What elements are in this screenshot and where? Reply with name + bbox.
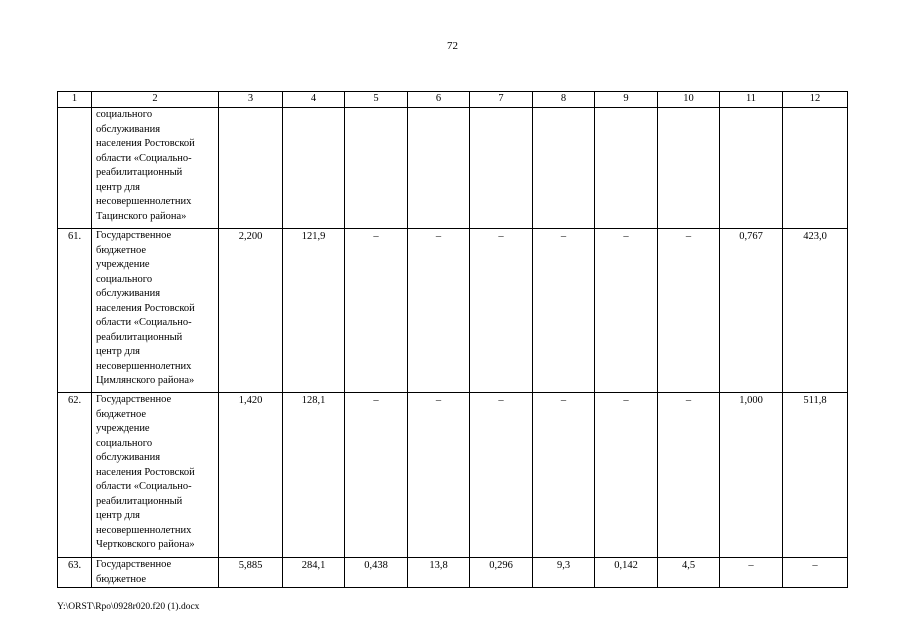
table-row	[58, 393, 848, 558]
cell-value: 5,885	[219, 558, 283, 588]
column-header: 4	[283, 92, 345, 108]
cell-value: 13,8	[408, 558, 470, 588]
cell-value	[345, 108, 408, 229]
cell-value: 2,200	[219, 229, 283, 393]
cell-value: 4,5	[658, 558, 720, 588]
institution-name: Государственное бюджетное	[92, 558, 219, 588]
cell-value: –	[658, 229, 720, 393]
cell-value: 9,3	[533, 558, 595, 588]
table-row	[58, 229, 848, 393]
cell-value: 511,8	[783, 393, 848, 558]
cell-value: –	[533, 393, 595, 558]
cell-value	[408, 108, 470, 229]
column-header: 5	[345, 92, 408, 108]
cell-value: 1,420	[219, 393, 283, 558]
cell-value	[783, 108, 848, 229]
cell-value	[219, 108, 283, 229]
cell-value	[533, 108, 595, 229]
table-row	[58, 558, 848, 588]
cell-value: –	[470, 229, 533, 393]
cell-value: 121,9	[283, 229, 345, 393]
row-number: 62.	[58, 393, 92, 558]
cell-value: 0,767	[720, 229, 783, 393]
cell-value: –	[470, 393, 533, 558]
footer-file-path: Y:\ORST\Rpo\0928r020.f20 (1).docx	[57, 602, 200, 612]
cell-value: –	[720, 558, 783, 588]
cell-value: –	[595, 393, 658, 558]
row-number	[58, 108, 92, 229]
cell-value	[283, 108, 345, 229]
row-number: 61.	[58, 229, 92, 393]
cell-value: –	[658, 393, 720, 558]
column-header: 2	[92, 92, 219, 108]
institution-name: Государственное бюджетное учреждение социального обслуживания населения Ростовской области «Социально- реабилитационный центр для несовершеннолетних Цимлянского района»	[92, 229, 219, 393]
cell-value: 423,0	[783, 229, 848, 393]
cell-value: –	[408, 393, 470, 558]
cell-value: –	[345, 229, 408, 393]
column-header: 7	[470, 92, 533, 108]
cell-value	[595, 108, 658, 229]
cell-value: –	[345, 393, 408, 558]
cell-value: –	[533, 229, 595, 393]
cell-value	[470, 108, 533, 229]
data-table	[57, 91, 848, 588]
column-header: 1	[58, 92, 92, 108]
cell-value: 1,000	[720, 393, 783, 558]
page-number: 72	[447, 40, 458, 52]
column-header: 10	[658, 92, 720, 108]
cell-value: –	[595, 229, 658, 393]
column-header: 12	[783, 92, 848, 108]
cell-value	[658, 108, 720, 229]
table-row	[58, 108, 848, 229]
column-header: 8	[533, 92, 595, 108]
cell-value: –	[408, 229, 470, 393]
column-header: 11	[720, 92, 783, 108]
cell-value: 0,438	[345, 558, 408, 588]
column-header: 9	[595, 92, 658, 108]
cell-value: 284,1	[283, 558, 345, 588]
cell-value	[720, 108, 783, 229]
table-header-row	[58, 92, 848, 108]
column-header: 6	[408, 92, 470, 108]
institution-name: социального обслуживания населения Ростовской области «Социально- реабилитационный центр для несовершеннолетних Тацинского района»	[92, 108, 219, 229]
cell-value: 0,142	[595, 558, 658, 588]
cell-value: 128,1	[283, 393, 345, 558]
row-number: 63.	[58, 558, 92, 588]
column-header: 3	[219, 92, 283, 108]
institution-name: Государственное бюджетное учреждение социального обслуживания населения Ростовской области «Социально- реабилитационный центр для несовершеннолетних Чертковского района»	[92, 393, 219, 558]
cell-value: –	[783, 558, 848, 588]
cell-value: 0,296	[470, 558, 533, 588]
